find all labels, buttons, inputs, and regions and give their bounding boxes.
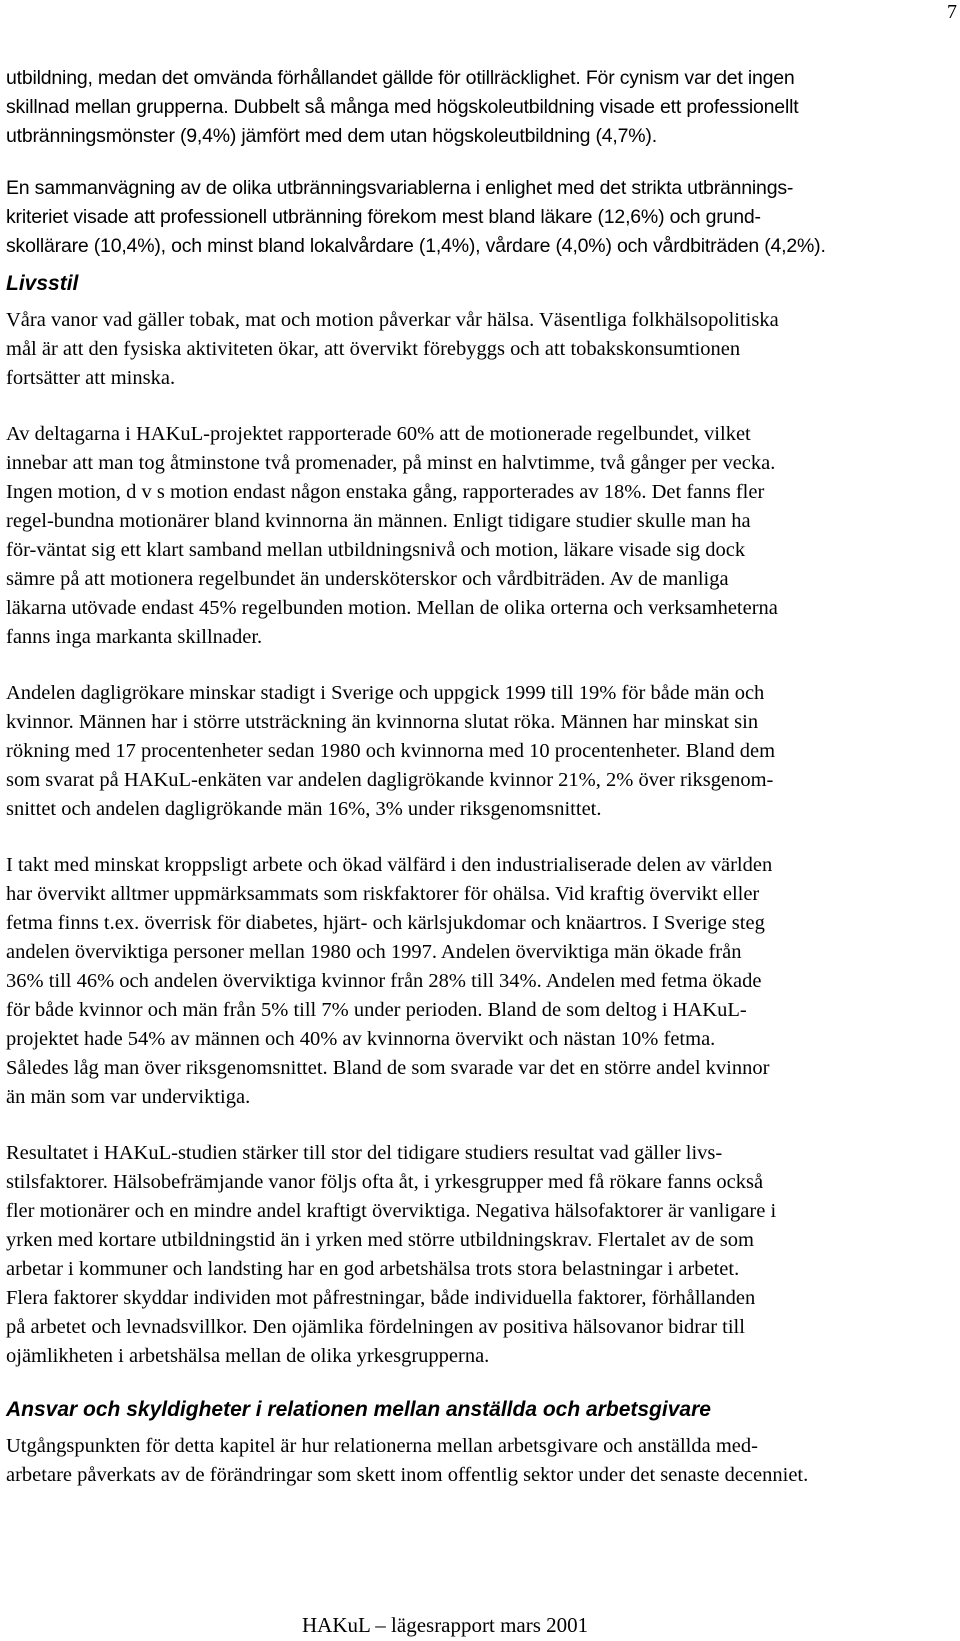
text-line: Flera faktorer skyddar individen mot påfrestningar, både individuella faktorer, förhållanden xyxy=(6,1287,756,1309)
text-line: kvinnor. Männen har i större utsträckning än kvinnorna slutat röka. Männen har minskat sin xyxy=(6,711,759,733)
text-line: för både kvinnor och män från 5% till 7% under perioden. Bland de som deltog i HAKuL- xyxy=(6,999,747,1021)
text-line: innebar att man tog åtminstone två promenader, på minst en halvtimme, två gånger per vecka. xyxy=(6,452,776,474)
paragraph-burnout-education xyxy=(6,64,958,151)
text-line: skillnad mellan grupperna. Dubbelt så många med högskoleutbildning visade ett professionellt xyxy=(6,96,799,118)
text-line: En sammanvägning av de olika utbränningsvariablerna i enlighet med det strikta utbrännings- xyxy=(6,177,794,199)
text-line: utbränningsmönster (9,4%) jämfört med dem utan högskoleutbildning (4,7%). xyxy=(6,125,657,147)
section-heading-lifestyle: Livsstil xyxy=(6,272,79,295)
page-number: 7 xyxy=(947,1,957,23)
text-line: Andelen dagligrökare minskar stadigt i Sverige och uppgick 1999 till 19% för både män och xyxy=(6,682,765,704)
text-line: läkarna utövade endast 45% regelbunden motion. Mellan de olika orterna och verksamheterna xyxy=(6,597,778,619)
text-line: 36% till 46% och andelen överviktiga kvinnor från 28% till 34%. Andelen med fetma ökade xyxy=(6,970,762,992)
text-line: som svarat på HAKuL-enkäten var andelen dagligrökande kvinnor 21%, 2% över riksgenom- xyxy=(6,769,774,791)
paragraph-exercise xyxy=(6,420,958,652)
text-line: projektet hade 54% av männen och 40% av kvinnorna övervikt och nästan 10% fetma. xyxy=(6,1028,716,1050)
text-line: än män som var underviktiga. xyxy=(6,1086,251,1108)
text-line: regel-bundna motionärer bland kvinnorna än männen. Enligt tidigare studier skulle man ha xyxy=(6,510,751,532)
text-line: för-väntat sig ett klart samband mellan utbildningsnivå och motion, läkare visade sig dock xyxy=(6,539,746,561)
text-line: på arbetet och levnadsvillkor. Den ojämlika fördelningen av positiva hälsovanor bidrar till xyxy=(6,1316,745,1338)
text-line: andelen överviktiga personer mellan 1980 och 1997. Andelen överviktiga män ökade från xyxy=(6,941,742,963)
text-line: Våra vanor vad gäller tobak, mat och motion påverkar vår hälsa. Väsentliga folkhälsopolitiska xyxy=(6,309,779,331)
text-line: fetma finns t.ex. överrisk för diabetes, hjärt- och kärlsjukdomar och knäartros. I Sverige steg xyxy=(6,912,765,934)
page-footer: HAKuL – lägesrapport mars 2001 xyxy=(302,1613,589,1637)
text-line: fortsätter att minska. xyxy=(6,367,176,389)
paragraph-overweight xyxy=(6,851,958,1112)
paragraph-chapter-intro xyxy=(6,1432,958,1490)
paragraph-burnout-professions xyxy=(6,174,958,261)
text-line: fler motionärer och en mindre andel kraftigt överviktiga. Negativa hälsofaktorer är vanligare i xyxy=(6,1200,777,1222)
text-line: arbetare påverkats av de förändringar som skett inom offentlig sektor under det senaste decenniet. xyxy=(6,1464,809,1486)
text-line: snittet och andelen dagligrökande män 16%, 3% under riksgenomsnittet. xyxy=(6,798,602,820)
text-line: kriteriet visade att professionell utbränning förekom mest bland läkare (12,6%) och grund- xyxy=(6,206,761,228)
text-line: Således låg man över riksgenomsnittet. Bland de som svarade var det en större andel kvinnor xyxy=(6,1057,770,1079)
text-line: har övervikt alltmer uppmärksammats som riskfaktorer för ohälsa. Vid kraftig övervikt eller xyxy=(6,883,760,905)
text-line: arbetar i kommuner och landsting har en god arbetshälsa trots stora belastningar i arbetet. xyxy=(6,1258,740,1280)
text-line: Ingen motion, d v s motion endast någon enstaka gång, rapporterades av 18%. Det fanns fler xyxy=(6,481,765,503)
text-line: mål är att den fysiska aktiviteten ökar, att övervikt förebyggs och att tobakskonsumtionen xyxy=(6,338,741,360)
paragraph-results xyxy=(6,1139,958,1371)
text-line: I takt med minskat kroppsligt arbete och ökad välfärd i den industrialiserade delen av världen xyxy=(6,854,773,876)
text-line: Utgångspunkten för detta kapitel är hur relationerna mellan arbetsgivare och anställda med- xyxy=(6,1435,758,1457)
paragraph-lifestyle-intro xyxy=(6,306,958,393)
text-line: skollärare (10,4%), och minst bland lokalvårdare (1,4%), vårdare (4,0%) och vårdbiträden (4,2%). xyxy=(6,235,826,257)
text-line: Resultatet i HAKuL-studien stärker till stor del tidigare studiers resultat vad gäller livs- xyxy=(6,1142,723,1164)
text-line: rökning med 17 procentenheter sedan 1980 och kvinnorna med 10 procentenheter. Bland dem xyxy=(6,740,776,762)
text-line: yrken med kortare utbildningstid än i yrken med större utbildningskrav. Flertalet av de som xyxy=(6,1229,754,1251)
paragraph-smoking xyxy=(6,679,958,824)
text-line: fanns inga markanta skillnader. xyxy=(6,626,263,648)
text-line: ojämlikheten i arbetshälsa mellan de olika yrkesgrupperna. xyxy=(6,1345,490,1367)
document-body xyxy=(6,64,958,1490)
text-line: stilsfaktorer. Hälsobefrämjande vanor följs ofta åt, i yrkesgrupper med få rökare fanns också xyxy=(6,1171,764,1193)
text-line: utbildning, medan det omvända förhållandet gällde för otillräcklighet. För cynism var det ingen xyxy=(6,67,795,89)
text-line: Av deltagarna i HAKuL-projektet rapporterade 60% att de motionerade regelbundet, vilket xyxy=(6,423,751,445)
text-line: sämre på att motionera regelbundet än undersköterskor och vårdbiträden. Av de manliga xyxy=(6,568,729,590)
section-heading-responsibilities: Ansvar och skyldigheter i relationen mellan anställda och arbetsgivare xyxy=(6,1398,711,1421)
